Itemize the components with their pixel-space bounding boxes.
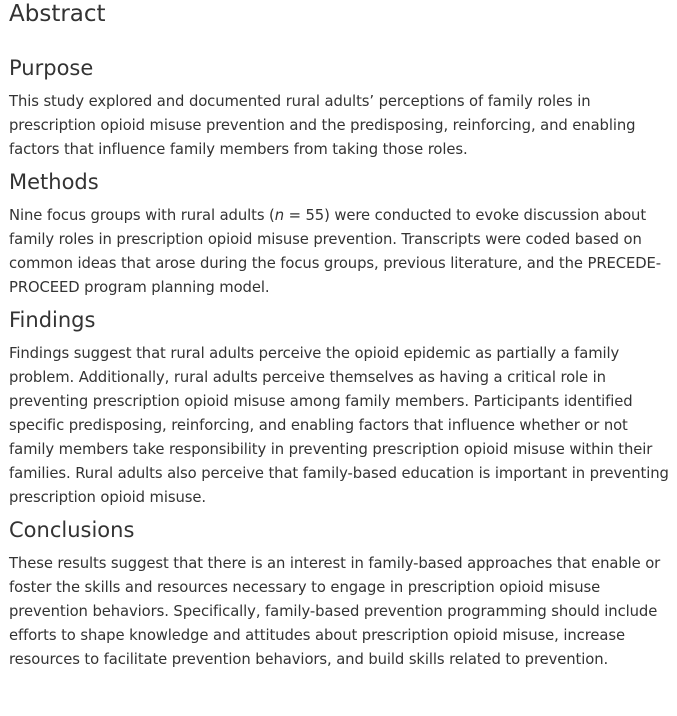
abstract-title: Abstract	[9, 1, 106, 27]
conclusions-heading: Conclusions	[9, 518, 135, 542]
findings-text: Findings suggest that rural adults perceive the opioid epidemic as partially a family problem. Additionally, rural adults perceive themselves as having a critical role in preventing prescription opioid misuse among family members. Participants identified specific predisposing, reinforcing, and enabling factors that influence whether or not family members take responsibility in preventing prescription opioid misuse within their families. Rural adults also perceive that family-based education is important in preventing prescription opioid misuse.	[9, 345, 669, 506]
purpose-heading: Purpose	[9, 56, 94, 80]
purpose-text: This study explored and documented rural adults’ perceptions of family roles in prescription opioid misuse prevention and the predisposing, reinforcing, and enabling factors that influence family members from taking those roles.	[9, 93, 636, 158]
methods-text	[9, 204, 673, 300]
sample-size-symbol: n	[274, 207, 284, 224]
abstract-section	[9, 0, 673, 672]
methods-heading: Methods	[9, 170, 99, 194]
findings-heading: Findings	[9, 308, 96, 332]
methods-text-after: = 55) were conducted to evoke discussion about family roles in prescription opioid misuse prevention. Transcripts were coded based on common ideas that arose during the focus groups, previous literature, and the PRECEDE-PROCEED program planning model.	[9, 207, 662, 296]
methods-text-before: Nine focus groups with rural adults (	[9, 207, 275, 224]
conclusions-text: These results suggest that there is an interest in family-based approaches that enable or foster the skills and resources necessary to engage in prescription opioid misuse prevention behaviors. Specifically, family-based prevention programming should include efforts to shape knowledge and attitudes about prescription opioid misuse, increase resources to facilitate prevention behaviors, and build skills related to prevention.	[9, 555, 661, 668]
